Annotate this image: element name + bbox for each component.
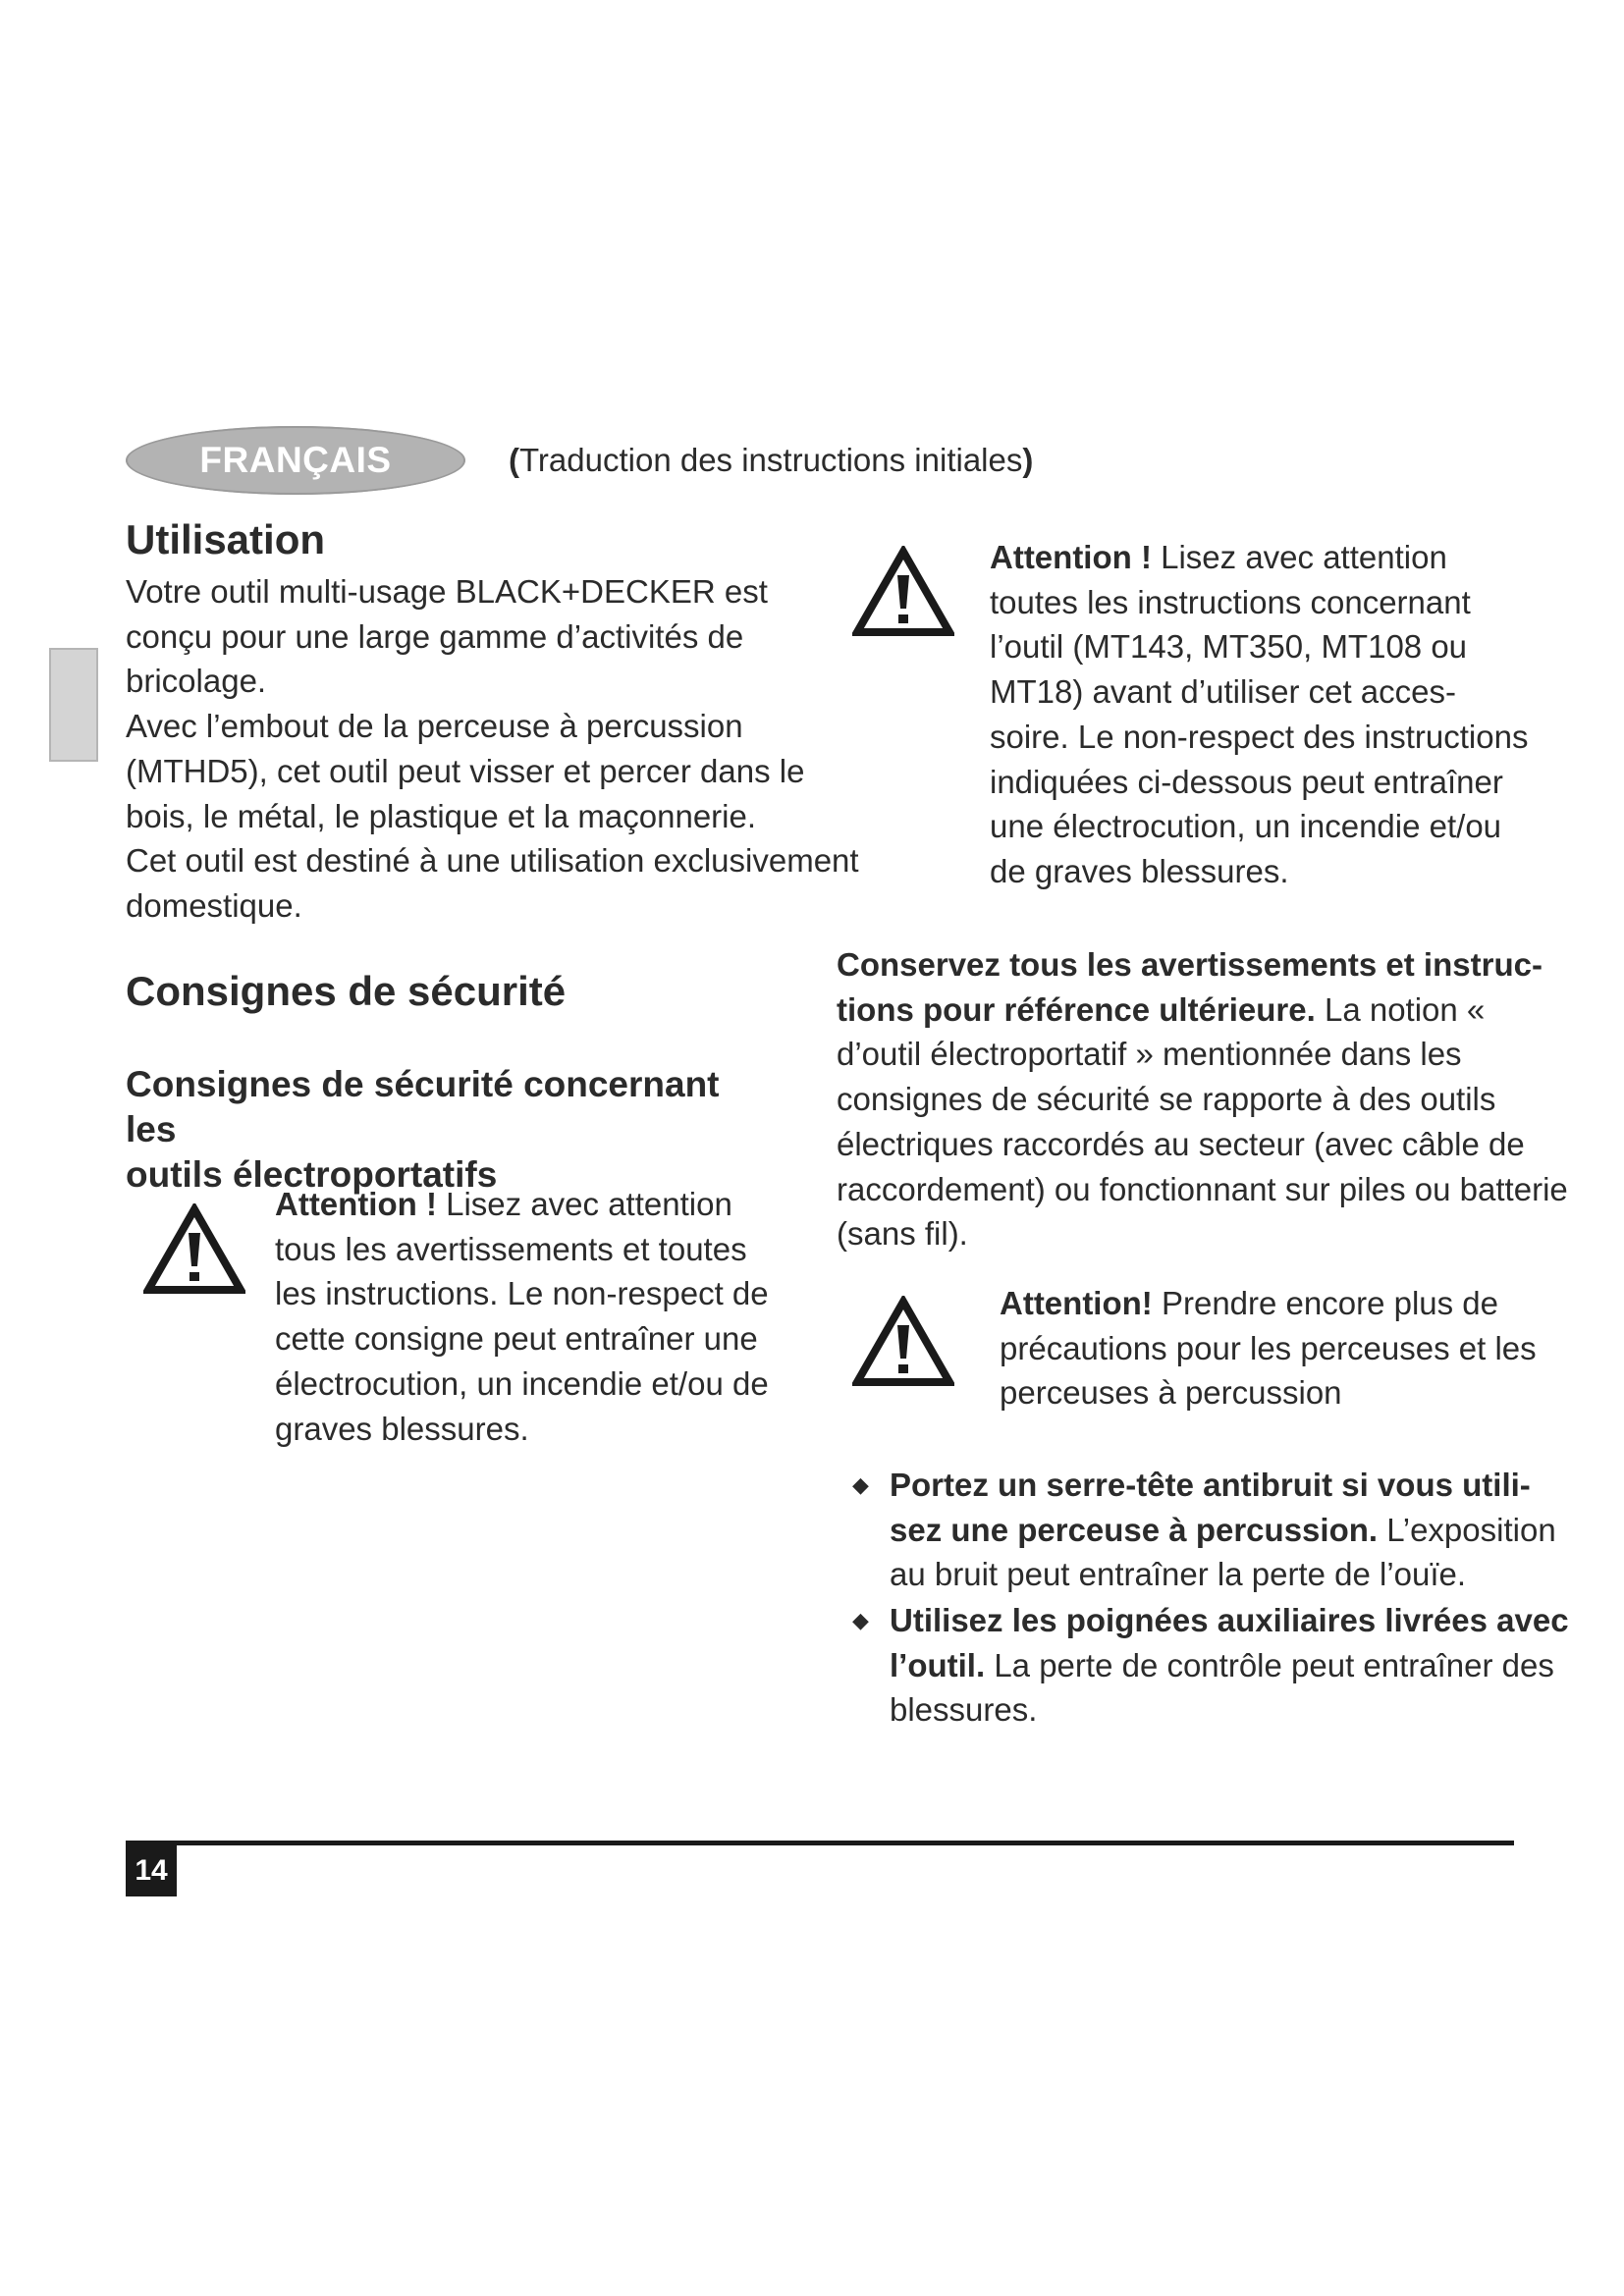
warning-first-line: [275, 1182, 785, 1227]
text-line: consignes de sécurité se rapporte à des outils: [837, 1081, 1496, 1118]
text-line: toutes les instructions concernant: [990, 583, 1471, 620]
diamond-bullet-icon: ◆: [852, 1472, 869, 1497]
text-line: [837, 988, 1524, 1033]
warning-first-line: [990, 535, 1540, 580]
bold-text: l’outil.: [890, 1646, 986, 1683]
text-line: bricolage.: [126, 663, 267, 700]
text-line: perceuses à percussion: [1000, 1374, 1342, 1412]
translation-subtitle: [509, 442, 1033, 479]
warning-triangle-icon: [852, 546, 954, 638]
text-line: (MTHD5), cet outil peut visser et percer dans le: [126, 752, 805, 789]
text-line: bois, le métal, le plastique et la maçonnerie.: [126, 797, 757, 834]
warning-label: Attention !: [275, 1186, 437, 1222]
page-number: [126, 1845, 177, 1896]
warning-right-accessory: [990, 535, 1540, 894]
regular-text: La notion «: [1315, 990, 1486, 1028]
text-line: d’outil électroportatif » mentionnée dans les: [837, 1036, 1462, 1073]
warning-text: Prendre encore plus de: [1152, 1285, 1499, 1321]
regular-text: L’exposition: [1378, 1511, 1556, 1548]
bold-text: tions pour référence ultérieure.: [837, 990, 1316, 1028]
bold-text: Utilisez les poignées auxiliaires livrées avec: [890, 1602, 1569, 1638]
subtitle-open-paren: (: [509, 442, 519, 478]
warning-right-percussion: [1000, 1281, 1549, 1415]
text-line: électrocution, un incendie et/ou de: [275, 1364, 769, 1402]
text-line: blessures.: [890, 1691, 1038, 1729]
text-line: conçu pour une large gamme d’activités de: [126, 617, 744, 655]
warning-text: Lisez avec attention: [436, 1186, 732, 1222]
page-number-text: 14: [135, 1854, 168, 1887]
bullet-item: [890, 1598, 1569, 1733]
heading-utilisation: Utilisation: [126, 516, 326, 562]
text-line: [890, 1643, 1557, 1688]
footer-divider: [126, 1841, 1514, 1845]
text-line: MT18) avant d’utiliser cet acces-: [990, 673, 1457, 711]
text-line: Avec l’embout de la perceuse à percussion: [126, 708, 743, 745]
conserve-paragraph: [837, 942, 1568, 1256]
subtitle-text: Traduction des instructions initiales: [519, 442, 1023, 478]
subheading-outils-electroportatifs: [126, 1062, 754, 1198]
text-line: au bruit peut entraîner la perte de l’ouïe.: [890, 1556, 1467, 1593]
bold-text: Conservez tous les avertissements et instruc-: [837, 946, 1543, 983]
text-line: tous les avertissements et toutes: [275, 1230, 747, 1267]
text-line: raccordement) ou fonctionnant sur piles ou batterie: [837, 1170, 1568, 1207]
regular-text: La perte de contrôle peut entraîner des: [985, 1646, 1554, 1683]
text-line: une électrocution, un incendie et/ou: [990, 808, 1502, 845]
warning-first-line: [1000, 1281, 1549, 1326]
language-label: FRANÇAIS: [199, 440, 392, 480]
warning-label: Attention!: [1000, 1285, 1153, 1321]
text-line: l’outil (MT143, MT350, MT108 ou: [990, 628, 1468, 666]
text-line: les instructions. Le non-respect de: [275, 1275, 769, 1312]
text-line: cette consigne peut entraîner une: [275, 1320, 758, 1358]
text-line: précautions pour les perceuses et les: [1000, 1329, 1537, 1366]
text-line: graves blessures.: [275, 1410, 529, 1447]
warning-left: [275, 1182, 785, 1451]
text-line: Cet outil est destiné à une utilisation exclusivement: [126, 842, 859, 880]
warning-triangle-icon: [143, 1203, 245, 1296]
warning-label: Attention !: [990, 539, 1152, 575]
text-line: [837, 942, 1543, 988]
text-line: indiquées ci-dessous peut entraîner: [990, 763, 1503, 800]
subheading-line: Consignes de sécurité concernant les: [126, 1064, 720, 1149]
bold-text: sez une perceuse à percussion.: [890, 1511, 1379, 1548]
intro-paragraph: [126, 569, 859, 929]
text-line: domestique.: [126, 886, 302, 924]
text-line: [890, 1463, 1538, 1508]
subtitle-close-paren: ): [1022, 442, 1034, 478]
bullet-item: [890, 1463, 1556, 1597]
bold-text: Portez un serre-tête antibruit si vous utili-: [890, 1467, 1531, 1503]
diamond-bullet-icon: ◆: [852, 1608, 869, 1632]
text-line: de graves blessures.: [990, 852, 1289, 889]
text-line: (sans fil).: [837, 1215, 968, 1253]
warning-triangle-icon: [852, 1296, 954, 1388]
text-line: [890, 1508, 1556, 1553]
text-line: [890, 1598, 1569, 1643]
text-line: électriques raccordés au secteur (avec câble de: [837, 1125, 1525, 1162]
text-line: Votre outil multi-usage BLACK+DECKER est: [126, 573, 768, 610]
subheading-line: outils électroportatifs: [126, 1154, 498, 1195]
language-badge: [126, 426, 465, 495]
text-line: soire. Le non-respect des instructions: [990, 718, 1529, 755]
heading-consignes-securite: Consignes de sécurité: [126, 968, 567, 1014]
side-section-tab: [49, 648, 98, 762]
warning-text: Lisez avec attention: [1151, 539, 1447, 575]
